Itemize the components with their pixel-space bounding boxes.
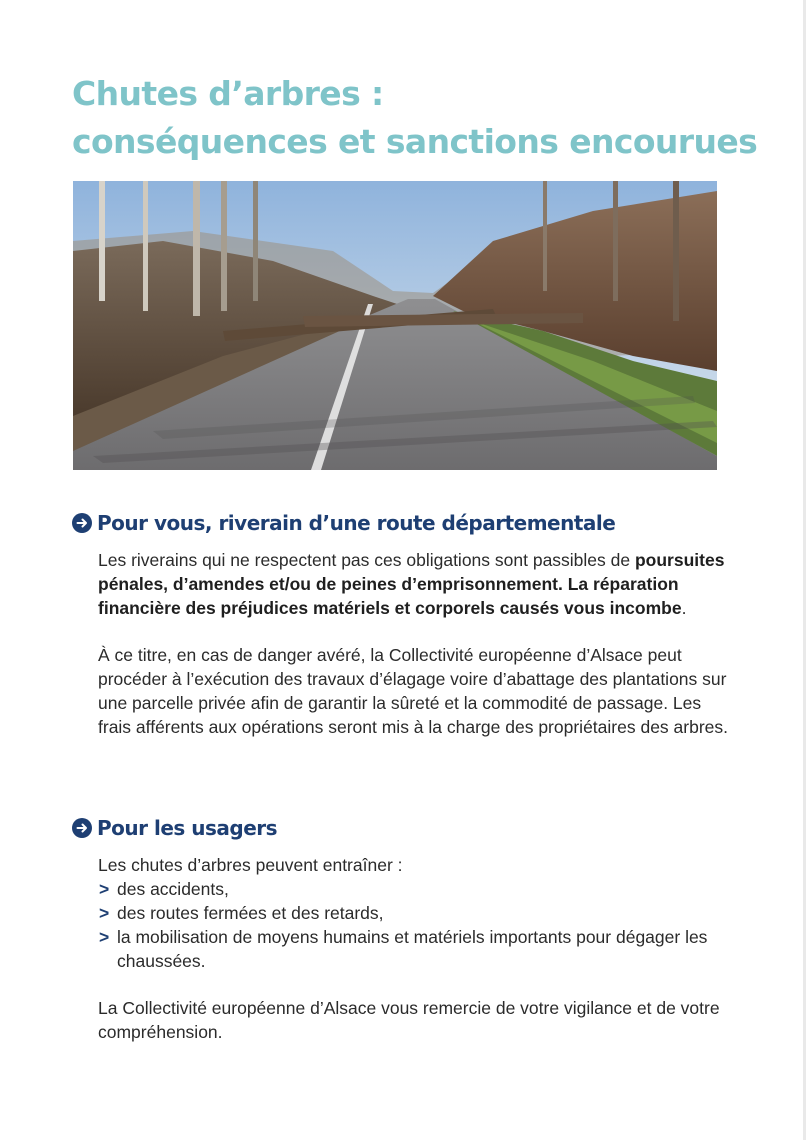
page-title-line-1: Chutes d’arbres : — [72, 74, 384, 113]
list-item — [98, 877, 732, 901]
chevron-right-icon: > — [99, 927, 110, 947]
paragraph-sanctions-end: . — [681, 598, 687, 618]
page-title-line-2: conséquences et sanctions encourues — [72, 122, 758, 161]
paragraph-travaux: À ce titre, en cas de danger avéré, la Collectivité européenne d’Alsace peut procéder à l’exécution des travaux d’élagage voire d’abattage des plantations sur une parcelle privée afin de garantir la sûreté et la commodité de passage. Les frais afférents aux opérations seront mis à la charge des propriétaires des arbres. — [98, 645, 728, 737]
list-item-text: la mobilisation de moyens humains et matériels importants pour dégager les chaussées. — [117, 927, 708, 971]
chevron-right-icon: > — [99, 903, 110, 923]
section-heading-riverain — [72, 508, 732, 538]
list-item-text: des routes fermées et des retards, — [117, 903, 384, 923]
fallen-tree-road-photo — [73, 181, 717, 470]
section-heading-usagers-text: Pour les usagers — [97, 816, 278, 840]
list-item-text: des accidents, — [117, 879, 229, 899]
arrow-right-circle-icon — [72, 818, 92, 838]
arrow-right-circle-icon — [72, 513, 92, 533]
list-item — [98, 901, 732, 925]
chevron-right-icon: > — [99, 879, 110, 899]
consequences-list — [98, 877, 732, 973]
list-item — [98, 925, 732, 973]
paragraph-closing: La Collectivité européenne d’Alsace vous remercie de votre vigilance et de votre compréhension. — [98, 998, 720, 1042]
paragraph-sanctions-emphasis: poursuites pénales, d’amendes et/ou de peines d’emprisonnement. La réparation financière des préjudices matériels et corporels causés vous incombe — [98, 550, 725, 618]
section-heading-usagers — [72, 813, 732, 843]
paragraph-sanctions-lead: Les riverains qui ne respectent pas ces obligations sont passibles de — [98, 550, 635, 570]
photo-illustration — [73, 181, 717, 470]
paragraph-sanctions — [98, 548, 732, 620]
paragraph-intro: Les chutes d’arbres peuvent entraîner : — [98, 855, 403, 875]
section-heading-riverain-text: Pour vous, riverain d’une route départementale — [97, 511, 616, 535]
section-usagers — [72, 813, 732, 1067]
page-title — [72, 70, 772, 166]
section-riverain — [72, 508, 732, 762]
